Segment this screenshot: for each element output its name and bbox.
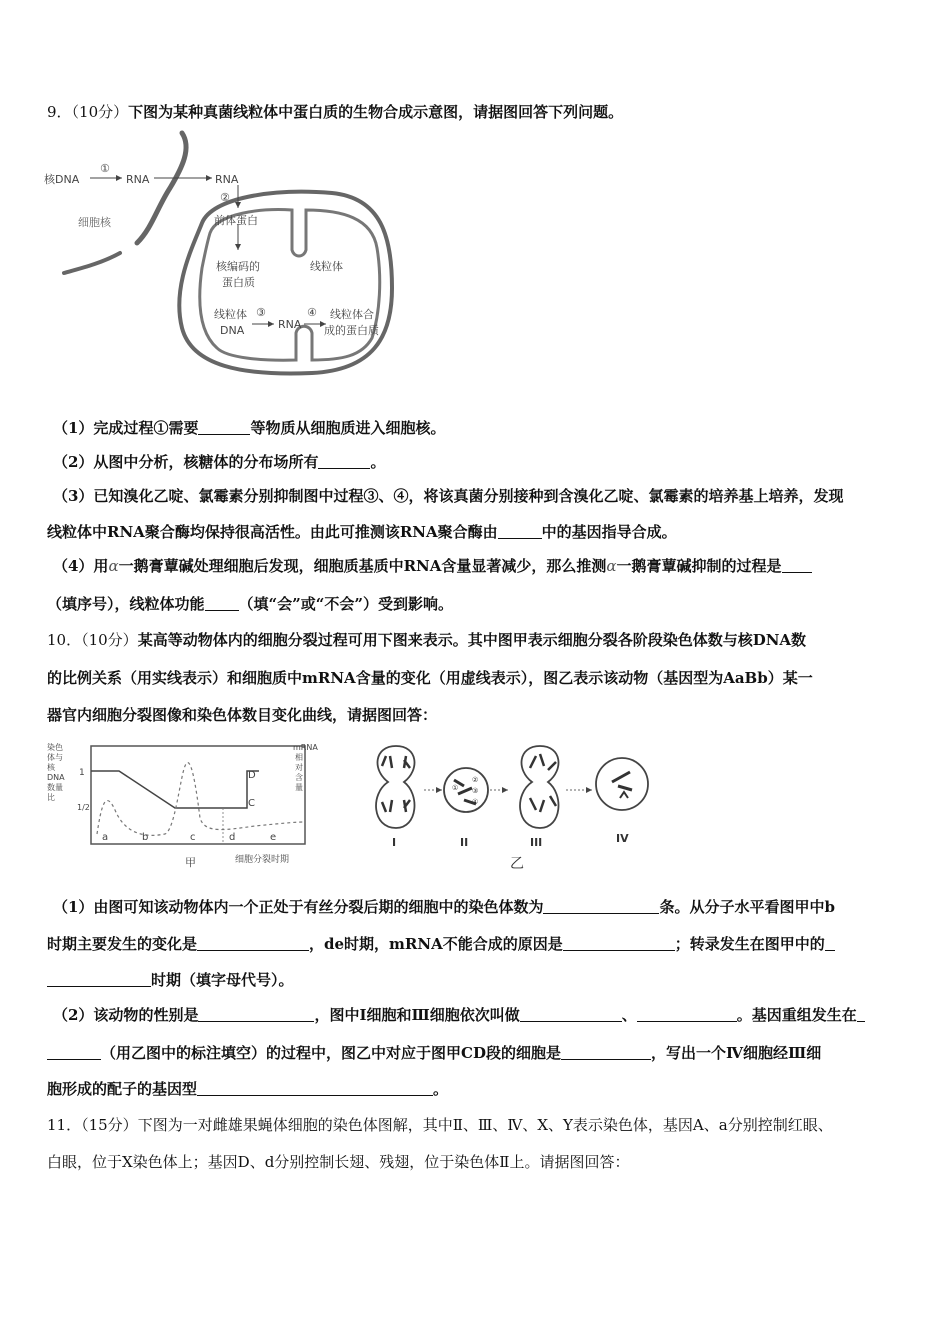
label-step-2: ② [220, 191, 230, 204]
label-step-4: ④ [307, 306, 317, 319]
svg-text:③: ③ [472, 787, 479, 795]
figure-yi [360, 738, 670, 873]
label-mito-dna-1: 线粒体 [214, 308, 247, 321]
q9-number: 9． [47, 103, 72, 121]
q10-part1-line2: 时期主要发生的变化是 ，de时期，mRNA不能合成的原因是 ；转录发生在图甲中的 [47, 934, 835, 954]
q11-line2: 白眼，位于X染色体上；基因D、d分别控制长翅、残翅，位于染色体Ⅱ上。请据图回答： [47, 1153, 630, 1171]
phase-c: c [190, 832, 196, 843]
answer-blank[interactable] [198, 419, 250, 435]
cell-I [376, 746, 414, 849]
answer-blank[interactable] [47, 1044, 101, 1060]
q9-stem: 下图为某种真菌线粒体中蛋白质的生物合成示意图，请据图回答下列问题。 [128, 103, 624, 121]
phase-b: b [142, 832, 149, 843]
nuclear-envelope [64, 253, 120, 273]
answer-blank[interactable] [520, 1006, 622, 1022]
q10-part2-line3: 胞形成的配子的基因型 。 [47, 1080, 449, 1098]
label-nuclear-protein-2: 蛋白质 [222, 276, 255, 289]
svg-text:④: ④ [472, 798, 479, 806]
answer-blank[interactable] [498, 523, 542, 539]
cell-II [444, 768, 488, 849]
x-axis-label: 细胞分裂时期 [235, 855, 290, 865]
label-rna-1: RNA [126, 173, 150, 186]
alpha-symbol: α [606, 557, 617, 575]
answer-blank[interactable] [825, 935, 835, 951]
y-tick-1: 1 [79, 768, 85, 778]
q9-part3-line1: （3）已知溴化乙啶、氯霉素分别抑制图中过程③、④，将该真菌分别接种到含溴化乙啶、氯霉素的培养基上培养，发现 [53, 487, 844, 505]
label-nuclear-dna: 核DNA [44, 173, 80, 186]
label-precursor-protein: 前体蛋白 [214, 214, 258, 227]
y-axis-label: 染色体与核 DNA 数量比 [47, 743, 65, 802]
answer-blank[interactable] [561, 1044, 651, 1060]
svg-text:②: ② [472, 776, 479, 784]
q9-diagram [42, 128, 402, 388]
label-nuclear-protein-1: 核编码的 [216, 260, 260, 273]
svg-text:①: ① [452, 784, 459, 792]
label-rna-3: RNA [278, 318, 302, 331]
label-mito-protein-2: 成的蛋白质 [324, 324, 379, 337]
label-step-1: ① [100, 162, 110, 175]
series-chromosome-dna-ratio [91, 771, 259, 808]
caption-yi: 乙 [510, 856, 524, 872]
label-step-3: ③ [256, 306, 266, 319]
answer-blank[interactable] [563, 935, 675, 951]
q9-part1: （1）完成过程①需要 等物质从细胞质进入细胞核。 [53, 419, 446, 437]
cell-IV [596, 758, 648, 845]
q10-heading: 10．（10分）某高等动物体内的细胞分裂过程可用下图来表示。其中图甲表示细胞分裂各阶段染色体数与核DNA数 [47, 631, 807, 649]
answer-blank[interactable] [637, 1006, 737, 1022]
alpha-symbol: α [108, 557, 119, 575]
q10-part2-line2: （用乙图中的标注填空）的过程中，图乙中对应于图甲CD段的细胞是 ，写出一个Ⅳ细胞经Ⅲ细 [47, 1043, 821, 1063]
q9-heading [47, 102, 623, 122]
chart-frame [91, 746, 305, 844]
answer-blank[interactable] [197, 1080, 433, 1096]
phase-e: e [270, 832, 277, 843]
series-mrna [97, 763, 303, 836]
cell-label: IV [616, 832, 629, 845]
marker-d: D [248, 770, 256, 781]
mitochondrion-outer [179, 192, 392, 374]
label-rna-2: RNA [215, 173, 239, 186]
q9-part4-line1: （4）用α一鹅膏蕈碱处理细胞后发现，细胞质基质中RNA含量显著减少，那么推测α一鹅膏蕈碱抑制的过程是 [53, 556, 812, 576]
answer-blank[interactable] [198, 1006, 314, 1022]
q10-part1-line1: （1）由图可知该动物体内一个正处于有丝分裂后期的细胞中的染色体数为 条。从分子水平看图甲中b [53, 898, 835, 916]
q10-stem-line2: 的比例关系（用实线表示）和细胞质中mRNA含量的变化（用虚线表示），图乙表示该动物（基因型为AaBb）某一 [47, 669, 813, 687]
caption-jia: 甲 [185, 856, 196, 868]
chart-jia [45, 738, 335, 868]
q9-part2: （2）从图中分析，核糖体的分布场所有 。 [53, 453, 386, 471]
label-mito-protein-1: 线粒体合 [330, 308, 374, 321]
right-axis-label: mRNA 相对含量 [293, 743, 318, 792]
answer-blank[interactable] [47, 971, 151, 987]
cell-label: II [460, 836, 469, 849]
cell-label: I [392, 836, 397, 849]
q11-line1: 11．（15分）下图为一对雌雄果蝇体细胞的染色体图解，其中Ⅱ、Ⅲ、Ⅳ、X、Y表示染色体，基因A、a分别控制红眼、 [47, 1116, 833, 1134]
label-nucleus: 细胞核 [78, 216, 111, 229]
phase-a: a [102, 832, 109, 843]
q9-score: （10分） [71, 103, 129, 121]
phase-d: d [229, 832, 236, 843]
label-mito-dna-2: DNA [220, 324, 245, 337]
q9-part3-line2: 线粒体中RNA聚合酶均保持很高活性。由此可推测该RNA聚合酶由 中的基因指导合成。 [47, 523, 677, 541]
answer-blank[interactable] [205, 595, 239, 611]
cell-label: III [530, 836, 543, 849]
answer-blank[interactable] [857, 1006, 865, 1022]
q10-part2-line1: （2）该动物的性别是 ，图中Ⅰ细胞和Ⅲ细胞依次叫做 、 。基因重组发生在 [53, 1005, 865, 1025]
cell-III [520, 746, 558, 849]
answer-blank[interactable] [318, 453, 370, 469]
nuclear-envelope [137, 133, 186, 243]
q10-part1-line3: 时期（填字母代号）。 [47, 970, 294, 990]
answer-blank[interactable] [543, 898, 659, 914]
answer-blank[interactable] [197, 935, 309, 951]
q9-part4-line2: （填序号），线粒体功能 （填“会”或“不会”）受到影响。 [47, 595, 454, 613]
answer-blank[interactable] [782, 557, 812, 573]
y-tick-half: 1/2 [77, 803, 90, 812]
marker-c: C [248, 798, 255, 809]
label-mitochondrion: 线粒体 [310, 260, 343, 273]
q10-stem-line3: 器官内细胞分裂图像和染色体数目变化曲线，请据图回答： [47, 706, 438, 724]
